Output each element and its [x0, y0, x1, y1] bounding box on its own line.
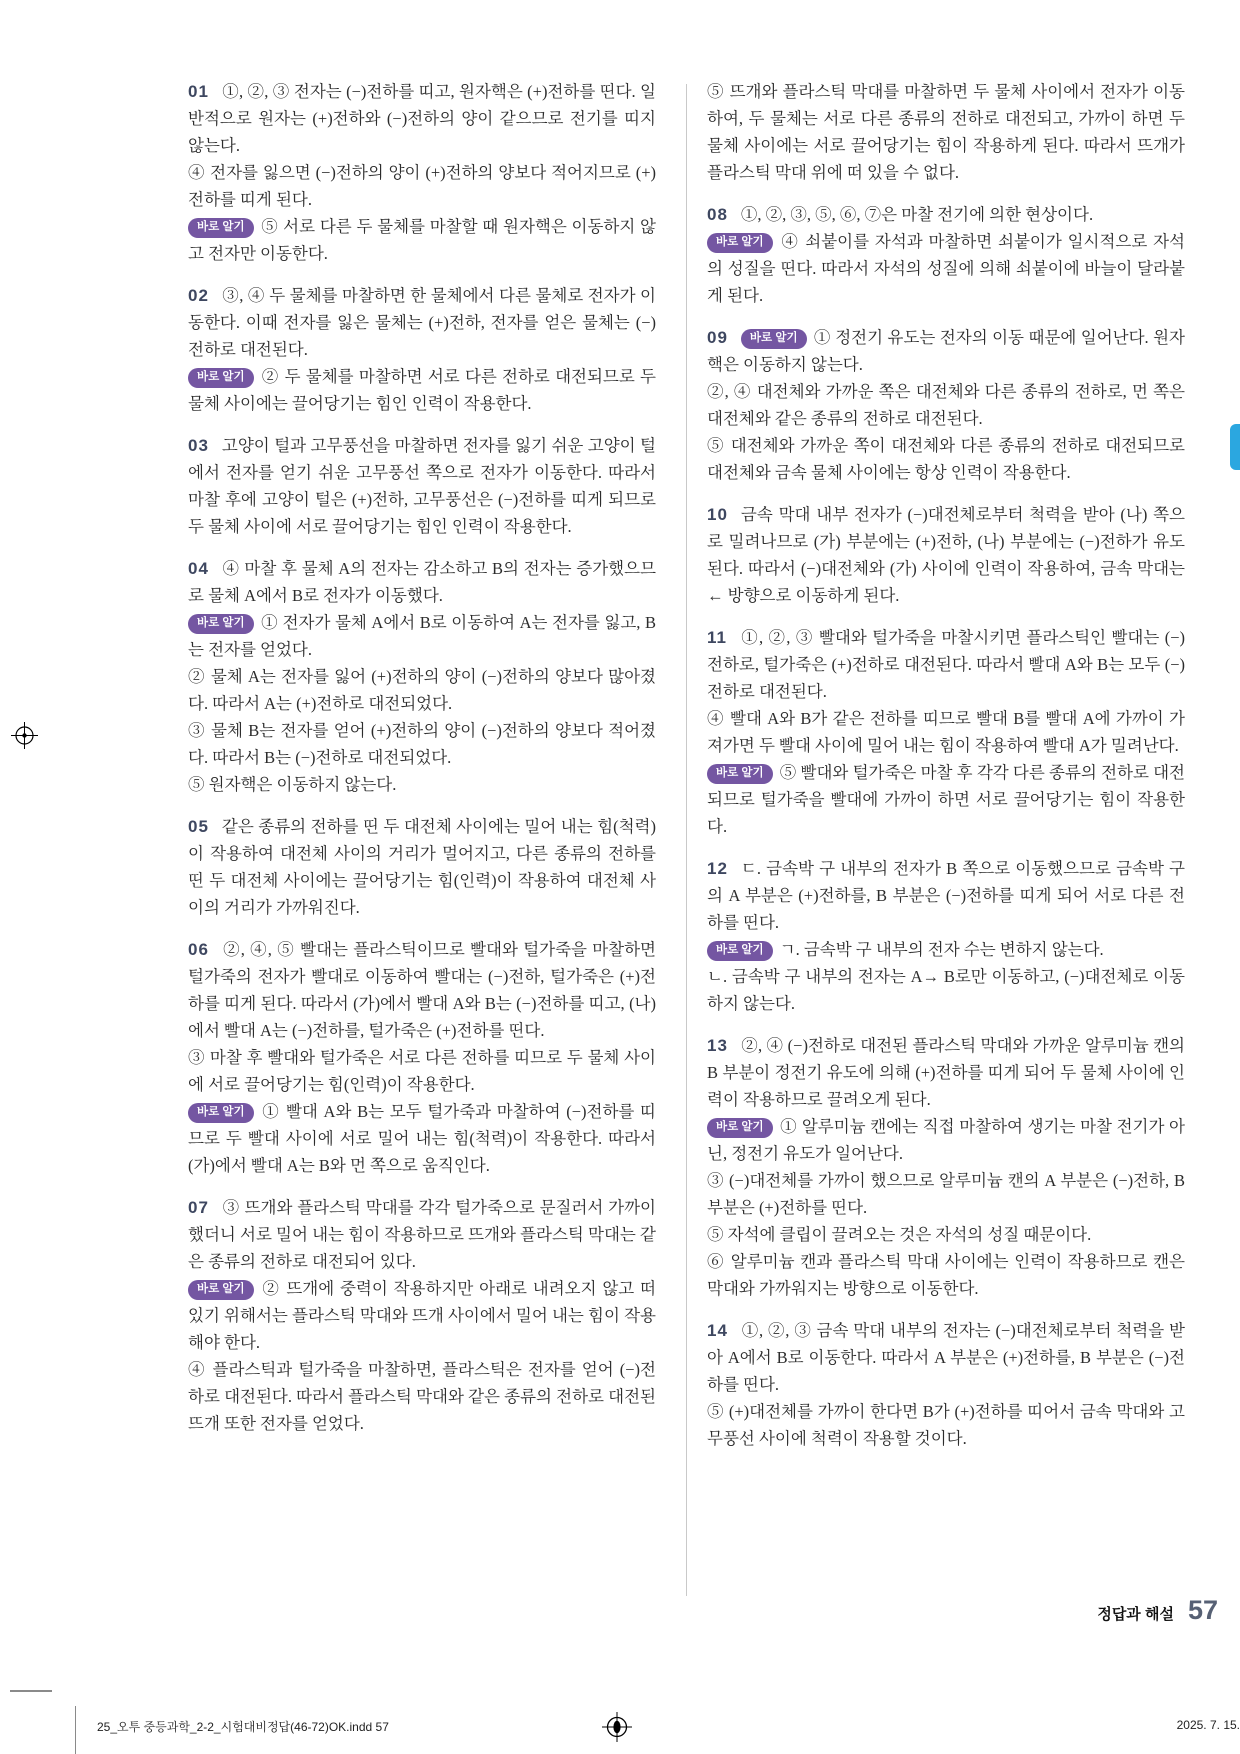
- baro-algi-badge: 바로 알기: [188, 614, 254, 634]
- footer-section-label: 정답과 해설: [1097, 1606, 1174, 1623]
- question-number: 06: [188, 940, 209, 959]
- explanation-paragraph: 바로 알기 ⑤ 서로 다른 두 물체를 마찰할 때 원자핵은 이동하지 않고 전자만 이동한다.: [188, 217, 656, 263]
- question-number: 09: [707, 328, 728, 347]
- answer-section-06: [188, 936, 656, 1179]
- crop-mark-line: [75, 1706, 76, 1754]
- baro-algi-badge: 바로 알기: [188, 218, 254, 238]
- explanation-paragraph: 13 ②, ④ (−)전하로 대전된 플라스틱 막대와 가까운 알루미늄 캔의 B 부분이 정전기 유도에 의해 (+)전하를 띠게 되어 두 물체 사이에 인력이 작용하므로 끌려오게 된다.: [707, 1036, 1185, 1109]
- question-number: 07: [188, 1198, 209, 1217]
- page-number: 57: [1187, 1595, 1218, 1625]
- explanation-paragraph: ④ 전자를 잃으면 (−)전하의 양이 (+)전하의 양보다 적어지므로 (+)전하를 띠게 된다.: [188, 163, 656, 209]
- registration-mark-icon: [11, 722, 38, 749]
- explanation-paragraph: ④ 플라스틱과 털가죽을 마찰하면, 플라스틱은 전자를 얻어 (−)전하로 대전된다. 따라서 플라스틱 막대와 같은 종류의 전하로 대전된 뜨개 또한 전자를 얻었다.: [188, 1360, 656, 1433]
- explanation-paragraph: 04 ④ 마찰 후 물체 A의 전자는 감소하고 B의 전자는 증가했으므로 물체 A에서 B로 전자가 이동했다.: [188, 559, 656, 605]
- baro-algi-badge: 바로 알기: [188, 1280, 254, 1300]
- explanation-paragraph: 05 같은 종류의 전하를 띤 두 대전체 사이에는 밀어 내는 힘(척력)이 작용하여 대전체 사이의 거리가 멀어지고, 다른 종류의 전하를 띤 두 대전체 사이에는 끌어당기는 힘(인력)이 작용하여 대전체 사이의 거리가 가까워진다.: [188, 817, 656, 917]
- explanation-paragraph: 11 ①, ②, ③ 빨대와 털가죽을 마찰시키면 플라스틱인 빨대는 (−)전하로, 털가죽은 (+)전하로 대전된다. 따라서 빨대 A와 B는 모두 (−)전하로 대전된다.: [707, 628, 1185, 701]
- print-date: 2025. 7. 15.: [1176, 1718, 1240, 1732]
- answer-section-11: [707, 624, 1185, 840]
- question-number: 14: [707, 1321, 728, 1340]
- question-number: 01: [188, 82, 209, 101]
- explanation-paragraph: 12 ㄷ. 금속박 구 내부의 전자가 B 쪽으로 이동했으므로 금속박 구의 A 부분은 (+)전하를, B 부분은 (−)전하를 띠게 되어 서로 다른 전하를 띤다.: [707, 859, 1185, 932]
- print-file-info: 25_오투 중등과학_2-2_시험대비정답(46-72)OK.indd 57: [97, 1720, 389, 1734]
- answer-section-12: [707, 855, 1185, 1017]
- answer-section-03: [188, 432, 656, 540]
- answer-section-08: [707, 201, 1185, 309]
- question-number: 10: [707, 505, 728, 524]
- answer-section-05: [188, 813, 656, 921]
- answer-section-09: [707, 324, 1185, 486]
- left-text-column: [188, 78, 656, 1452]
- explanation-paragraph: 바로 알기 ① 빨대 A와 B는 모두 털가죽과 마찰하여 (−)전하를 띠므로 두 빨대 사이에 서로 밀어 내는 힘(척력)이 작용한다. 따라서 (가)에서 빨대 A는 B와 먼 쪽으로 움직인다.: [188, 1102, 656, 1175]
- explanation-paragraph: 바로 알기 ② 뜨개에 중력이 작용하지만 아래로 내려오지 않고 떠 있기 위해서는 플라스틱 막대와 뜨개 사이에서 밀어 내는 힘이 작용해야 한다.: [188, 1279, 656, 1352]
- explanation-paragraph: 06 ②, ④, ⑤ 빨대는 플라스틱이므로 빨대와 털가죽을 마찰하면 털가죽의 전자가 빨대로 이동하여 빨대는 (−)전하, 털가죽은 (+)전하를 띠게 된다. 따라서 (가)에서 빨대 A와 B는 (−)전하를 띠고, (나)에서 빨대 A는 (−)전하를, 털가죽은 (+)전하를 띤다.: [188, 940, 656, 1040]
- question-number: 03: [188, 436, 209, 455]
- explanation-paragraph: 01 ①, ②, ③ 전자는 (−)전하를 띠고, 원자핵은 (+)전하를 띤다. 일반적으로 원자는 (+)전하와 (−)전하의 양이 같으므로 전기를 띠지 않는다.: [188, 82, 656, 155]
- question-number: 02: [188, 286, 209, 305]
- explanation-paragraph: ⑤ 자석에 클립이 끌려오는 것은 자석의 성질 때문이다.: [707, 1225, 1092, 1244]
- explanation-paragraph: 바로 알기 ① 전자가 물체 A에서 B로 이동하여 A는 전자를 잃고, B는 전자를 얻었다.: [188, 613, 656, 659]
- baro-algi-badge: 바로 알기: [707, 233, 773, 253]
- explanation-paragraph: ②, ④ 대전체와 가까운 쪽은 대전체와 다른 종류의 전하로, 먼 쪽은 대전체와 같은 종류의 전하로 대전된다.: [707, 382, 1185, 428]
- explanation-paragraph: 바로 알기 ④ 쇠붙이를 자석과 마찰하면 쇠붙이가 일시적으로 자석의 성질을 띤다. 따라서 자석의 성질에 의해 쇠붙이에 바늘이 달라붙게 된다.: [707, 232, 1185, 305]
- answer-section-02: [188, 282, 656, 417]
- baro-algi-badge: 바로 알기: [707, 941, 773, 961]
- question-number: 12: [707, 859, 728, 878]
- answer-section-04: [188, 555, 656, 798]
- answer-section-10: [707, 501, 1185, 609]
- explanation-paragraph: ④ 빨대 A와 B가 같은 전하를 띠므로 빨대 B를 빨대 A에 가까이 가져가면 두 빨대 사이에 밀어 내는 힘이 작용하여 빨대 A가 밀려난다.: [707, 709, 1185, 755]
- explanation-paragraph: ⑥ 알루미늄 캔과 플라스틱 막대 사이에는 인력이 작용하므로 캔은 막대와 가까워지는 방향으로 이동한다.: [707, 1252, 1185, 1298]
- explanation-paragraph: 02 ③, ④ 두 물체를 마찰하면 한 물체에서 다른 물체로 전자가 이동한다. 이때 전자를 잃은 물체는 (+)전하, 전자를 얻은 물체는 (−)전하로 대전된다.: [188, 286, 656, 359]
- question-number: 05: [188, 817, 209, 836]
- explanation-paragraph: ⑤ 대전체와 가까운 쪽이 대전체와 다른 종류의 전하로 대전되므로 대전체와 금속 물체 사이에는 항상 인력이 작용한다.: [707, 436, 1185, 482]
- baro-algi-badge: 바로 알기: [707, 764, 773, 784]
- answer-section-14: [707, 1317, 1185, 1452]
- explanation-paragraph: 10 금속 막대 내부 전자가 (−)대전체로부터 척력을 받아 (나) 쪽으로 밀려나므로 (가) 부분에는 (+)전하, (나) 부분에는 (−)전하가 유도된다. 따라서 (−)대전체와 (가) 사이에 인력이 작용하여, 금속 막대는 ← 방향으로 이동하게 된다.: [707, 505, 1185, 605]
- answer-section-continued: [707, 78, 1185, 186]
- page-footer: [1097, 1595, 1218, 1626]
- explanation-paragraph: 14 ①, ②, ③ 금속 막대 내부의 전자는 (−)대전체로부터 척력을 받아 A에서 B로 이동한다. 따라서 A 부분은 (+)전하를, B 부분은 (−)전하를 띤다.: [707, 1321, 1185, 1394]
- explanation-paragraph: 바로 알기 ① 알루미늄 캔에는 직접 마찰하여 생기는 마찰 전기가 아닌, 정전기 유도가 일어난다.: [707, 1117, 1185, 1163]
- explanation-paragraph: ⑤ (+)대전체를 가까이 한다면 B가 (+)전하를 띠어서 금속 막대와 고무풍선 사이에 척력이 작용할 것이다.: [707, 1402, 1185, 1448]
- answer-section-07: [188, 1194, 656, 1437]
- crop-mark-dash: [10, 1690, 52, 1692]
- explanation-paragraph: 바로 알기 ㄱ. 금속박 구 내부의 전자 수는 변하지 않는다.: [707, 936, 1185, 963]
- explanation-paragraph: ⑤ 원자핵은 이동하지 않는다.: [188, 775, 397, 794]
- explanation-paragraph: 03 고양이 털과 고무풍선을 마찰하면 전자를 잃기 쉬운 고양이 털에서 전자를 얻기 쉬운 고무풍선 쪽으로 전자가 이동한다. 따라서 마찰 후에 고양이 털은 (+)전하, 고무풍선은 (−)전하를 띠게 되므로 두 물체 사이에 서로 끌어당기는 힘인 인력이 작용한다.: [188, 436, 656, 536]
- answer-section-01: [188, 78, 656, 267]
- answer-section-13: [707, 1032, 1185, 1302]
- question-number: 11: [707, 628, 727, 647]
- baro-algi-badge: 바로 알기: [188, 1103, 254, 1123]
- explanation-paragraph: ② 물체 A는 전자를 잃어 (+)전하의 양이 (−)전하의 양보다 많아졌다. 따라서 A는 (+)전하로 대전되었다.: [188, 667, 656, 713]
- question-number: 13: [707, 1036, 728, 1055]
- question-number: 08: [707, 205, 728, 224]
- explanation-paragraph: 09 바로 알기 ① 정전기 유도는 전자의 이동 때문에 일어난다. 원자핵은 이동하지 않는다.: [707, 328, 1185, 374]
- baro-algi-badge: 바로 알기: [707, 1118, 773, 1138]
- explanation-paragraph: 07 ③ 뜨개와 플라스틱 막대를 각각 털가죽으로 문질러서 가까이 했더니 서로 밀어 내는 힘이 작용하므로 뜨개와 플라스틱 막대는 같은 종류의 전하로 대전되어 있다.: [188, 1198, 656, 1271]
- explanation-paragraph: ⑤ 뜨개와 플라스틱 막대를 마찰하면 두 물체 사이에서 전자가 이동하여, 두 물체는 서로 다른 종류의 전하로 대전되고, 가까이 하면 두 물체 사이에는 서로 끌어당기는 힘이 작용하게 된다. 따라서 뜨개가 플라스틱 막대 위에 떠 있을 수 없다.: [707, 82, 1185, 182]
- baro-algi-badge: 바로 알기: [188, 368, 254, 388]
- chapter-tab: [1230, 424, 1240, 470]
- explanation-paragraph: 08 ①, ②, ③, ⑤, ⑥, ⑦은 마찰 전기에 의한 현상이다.: [707, 205, 1094, 224]
- registration-mark-icon: [602, 1712, 632, 1742]
- explanation-paragraph: ③ 물체 B는 전자를 얻어 (+)전하의 양이 (−)전하의 양보다 적어졌다. 따라서 B는 (−)전하로 대전되었다.: [188, 721, 656, 767]
- explanation-paragraph: ③ (−)대전체를 가까이 했으므로 알루미늄 캔의 A 부분은 (−)전하, B 부분은 (+)전하를 띤다.: [707, 1171, 1185, 1217]
- column-divider: [686, 84, 687, 1596]
- explanation-paragraph: ㄴ. 금속박 구 내부의 전자는 A→ B로만 이동하고, (−)대전체로 이동하지 않는다.: [707, 967, 1185, 1013]
- explanation-paragraph: 바로 알기 ② 두 물체를 마찰하면 서로 다른 전하로 대전되므로 두 물체 사이에는 끌어당기는 힘인 인력이 작용한다.: [188, 367, 656, 413]
- explanation-paragraph: ③ 마찰 후 빨대와 털가죽은 서로 다른 전하를 띠므로 두 물체 사이에 서로 끌어당기는 힘(인력)이 작용한다.: [188, 1048, 656, 1094]
- baro-algi-badge: 바로 알기: [741, 329, 807, 349]
- explanation-paragraph: 바로 알기 ⑤ 빨대와 털가죽은 마찰 후 각각 다른 종류의 전하로 대전되므로 털가죽을 빨대에 가까이 하면 서로 끌어당기는 힘이 작용한다.: [707, 763, 1185, 836]
- question-number: 04: [188, 559, 209, 578]
- right-text-column: [707, 78, 1185, 1467]
